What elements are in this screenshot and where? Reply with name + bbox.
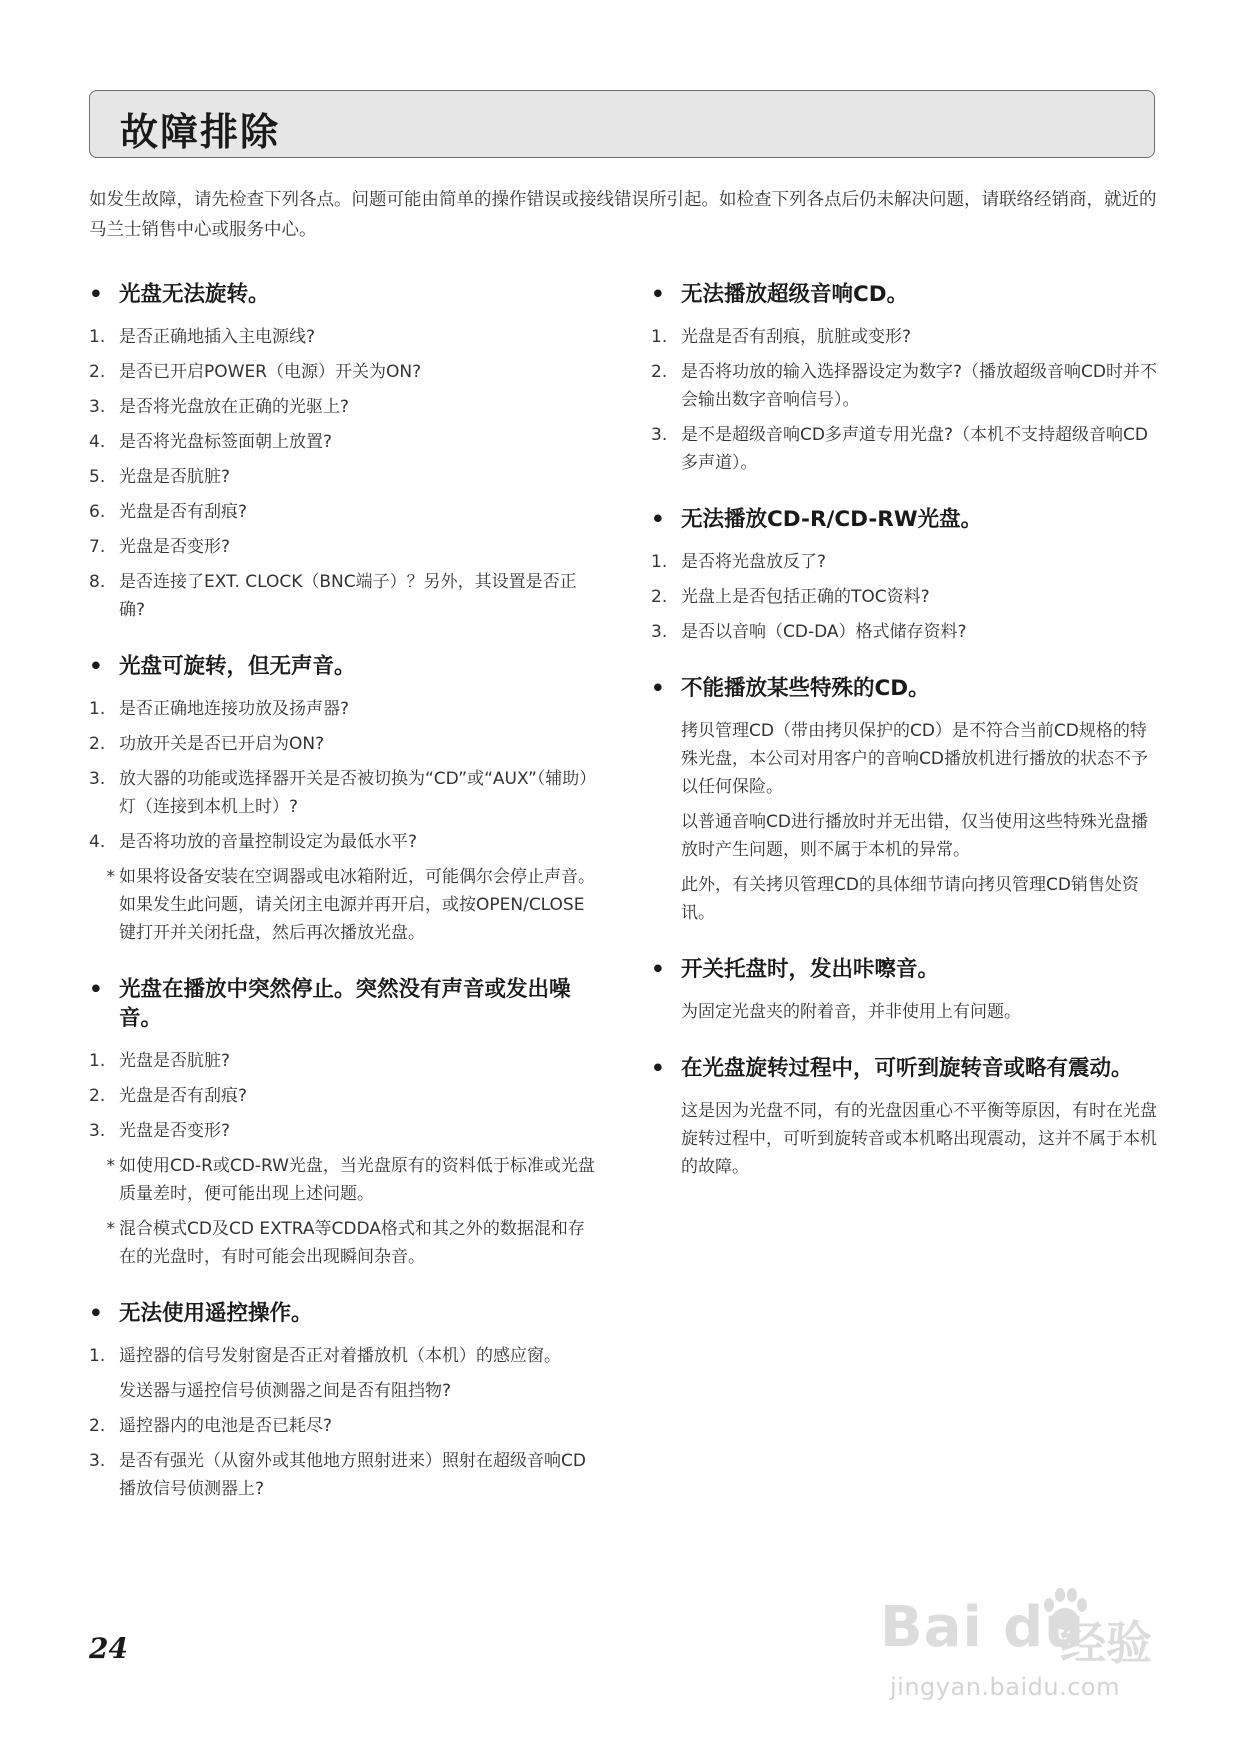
check-item-text: 遥控器内的电池是否已耗尽?: [119, 1416, 333, 1436]
check-item-text: 光盘是否有刮痕，肮脏或变形?: [681, 327, 912, 347]
section-heading: [89, 652, 599, 681]
check-item-number: 8.: [89, 572, 106, 592]
asterisk-icon: *: [106, 1156, 115, 1176]
explanation-paragraph: 这是因为光盘不同，有的光盘因重心不平衡等原因，有时在光盘旋转过程中，可听到旋转音或本机略出现震动，这并不属于本机的故障。: [681, 1101, 1157, 1177]
right-column: [651, 280, 1161, 1209]
section-heading-text: 不能播放某些特殊的CD。: [681, 676, 930, 701]
check-item-text: 功放开关是否已开启为ON?: [119, 734, 325, 754]
check-item: [89, 323, 599, 351]
bullet-icon: •: [651, 957, 665, 982]
check-item: [89, 765, 599, 821]
check-item-number: 3.: [89, 1121, 106, 1141]
check-item: [89, 358, 599, 386]
check-item: [89, 1082, 599, 1110]
check-item-text: 是否将功放的音量控制设定为最低水平?: [119, 832, 418, 852]
check-item-number: 3.: [89, 1451, 106, 1471]
check-item-text: 是否正确地连接功放及扬声器?: [119, 699, 350, 719]
troubleshoot-section: [89, 280, 599, 624]
troubleshoot-section: [651, 505, 1161, 646]
check-item-number: 2.: [89, 734, 106, 754]
check-item-text: 是否连接了EXT. CLOCK（BNC端子）？另外，其设置是否正确?: [119, 572, 577, 620]
check-item-number: 3.: [651, 622, 668, 642]
check-item-text: 光盘是否变形?: [119, 1121, 231, 1141]
watermark-logo: Bai du: [880, 1595, 1086, 1660]
check-item: [651, 358, 1161, 414]
check-item-text: 是否有强光（从窗外或其他地方照射进来）照射在超级音响CD播放信号侦测器上?: [119, 1451, 586, 1499]
baidu-watermark: [880, 1595, 1180, 1715]
explanation-paragraph: 以普通音响CD进行播放时并无出错，仅当使用这些特殊光盘播放时产生问题，则不属于本机的异常。: [681, 812, 1148, 860]
check-item-number: 2.: [651, 362, 668, 382]
section-heading-text: 无法播放超级音响CD。: [681, 282, 909, 307]
check-item: [89, 730, 599, 758]
check-item-text: 是不是超级音响CD多声道专用光盘?（本机不支持超级音响CD多声道）。: [681, 425, 1148, 473]
section-heading-text: 开关托盘时，发出咔嚓音。: [681, 957, 940, 982]
section-heading-text: 光盘可旋转，但无声音。: [119, 654, 356, 679]
check-item-text: 是否将光盘放在正确的光驱上?: [119, 397, 350, 417]
check-item: [89, 1412, 599, 1440]
troubleshoot-section: [651, 674, 1161, 927]
check-item: [89, 533, 599, 561]
bullet-icon: •: [89, 654, 103, 679]
page-number: 24: [89, 1632, 128, 1665]
check-item-number: 1.: [89, 1346, 106, 1366]
check-item-text: 光盘是否变形?: [119, 537, 231, 557]
check-item: [89, 568, 599, 624]
check-item-number: 1.: [89, 1051, 106, 1071]
note-item: [89, 1152, 599, 1208]
troubleshoot-section: [651, 955, 1161, 1026]
check-item-text: 是否将功放的输入选择器设定为数字?（播放超级音响CD时并不会输出数字音响信号）。: [681, 362, 1157, 410]
troubleshoot-section: [89, 1299, 599, 1503]
explanation-paragraph: 为固定光盘夹的附着音，并非使用上有问题。: [681, 1002, 1021, 1022]
check-item-text: 光盘是否肮脏?: [119, 467, 231, 487]
section-heading: [651, 955, 1161, 984]
check-item: [651, 421, 1161, 477]
check-item: [89, 1447, 599, 1503]
asterisk-icon: *: [106, 867, 115, 887]
check-item-text: 光盘是否肮脏?: [119, 1051, 231, 1071]
check-item: [651, 323, 1161, 351]
troubleshoot-section: [89, 652, 599, 947]
watermark-url: jingyan.baidu.com: [890, 1673, 1120, 1701]
check-item-number: 1.: [89, 699, 106, 719]
check-item-text: 是否已开启POWER（电源）开关为ON?: [119, 362, 422, 382]
note-text: 如果将设备安装在空调器或电冰箱附近，可能偶尔会停止声音。如果发生此问题，请关闭主电源并再开启，或按OPEN/CLOSE键打开并关闭托盘，然后再次播放光盘。: [119, 867, 595, 943]
bullet-icon: •: [89, 1301, 103, 1326]
check-item-number: 5.: [89, 467, 106, 487]
check-item-number: 3.: [89, 769, 106, 789]
check-item-text: 发送器与遥控信号侦测器之间是否有阻挡物?: [119, 1381, 452, 1401]
watermark-cn: 经验: [1060, 1616, 1152, 1670]
check-item: [651, 548, 1161, 576]
section-heading-text: 在光盘旋转过程中，可听到旋转音或略有震动。: [681, 1056, 1133, 1081]
check-item: [89, 1342, 599, 1370]
asterisk-icon: *: [106, 1219, 115, 1239]
check-item: [651, 618, 1161, 646]
check-item-number: 3.: [89, 397, 106, 417]
explanation-paragraph: 拷贝管理CD（带由拷贝保护的CD）是不符合当前CD规格的特殊光盘，本公司对用客户的音响CD播放机进行播放的状态不予以任何保险。: [681, 721, 1148, 797]
check-item: [89, 828, 599, 856]
section-heading-text: 无法使用遥控操作。: [119, 1301, 313, 1326]
check-item: [89, 428, 599, 456]
left-column: [89, 280, 599, 1531]
section-heading: [651, 1054, 1161, 1083]
troubleshoot-section: [651, 280, 1161, 477]
check-item-text: 光盘是否有刮痕?: [119, 1086, 248, 1106]
bullet-icon: •: [651, 1056, 665, 1081]
check-item-number: 1.: [651, 552, 668, 572]
section-heading: [89, 975, 599, 1033]
note-text: 混合模式CD及CD EXTRA等CDDA格式和其之外的数据混和存在的光盘时，有时可能会出现瞬间杂音。: [119, 1219, 585, 1267]
section-heading: [651, 674, 1161, 703]
check-item-text: 是否正确地插入主电源线?: [119, 327, 316, 347]
check-item-number: 7.: [89, 537, 106, 557]
check-item-number: 1.: [651, 327, 668, 347]
check-item-number: 1.: [89, 327, 106, 347]
section-heading-text: 光盘无法旋转。: [119, 282, 270, 307]
bullet-icon: •: [89, 977, 103, 1002]
note-item: [89, 863, 599, 947]
page-title: 故障排除: [120, 110, 281, 154]
explanation-paragraph: 此外，有关拷贝管理CD的具体细节请向拷贝管理CD销售处资讯。: [681, 875, 1139, 923]
check-item-text: 放大器的功能或选择器开关是否被切换为“CD”或“AUX”（辅助）灯（连接到本机上时）?: [119, 769, 597, 817]
bullet-icon: •: [651, 507, 665, 532]
troubleshoot-section: [651, 1054, 1161, 1181]
section-heading: [89, 1299, 599, 1328]
check-item-number: 2.: [89, 1416, 106, 1436]
note-item: [89, 1215, 599, 1271]
check-item: [89, 695, 599, 723]
check-item-number: 3.: [651, 425, 668, 445]
check-item-number: 4.: [89, 832, 106, 852]
title-box: [89, 90, 1155, 158]
note-text: 如使用CD-R或CD-RW光盘，当光盘原有的资料低于标准或光盘质量差时，便可能出现上述问题。: [119, 1156, 595, 1204]
check-item: [89, 1377, 599, 1405]
intro-paragraph: 如发生故障，请先检查下列各点。问题可能由简单的操作错误或接线错误所引起。如检查下列各点后仍未解决问题，请联络经销商，就近的马兰士销售中心或服务中心。: [89, 190, 1157, 240]
check-item-number: 2.: [89, 1086, 106, 1106]
check-item-text: 是否以音响（CD-DA）格式储存资料?: [681, 622, 967, 642]
check-item: [651, 583, 1161, 611]
section-heading-text: 光盘在播放中突然停止。突然没有声音或发出噪音。: [119, 977, 571, 1031]
check-item: [89, 1117, 599, 1145]
check-item: [89, 463, 599, 491]
check-item-text: 遥控器的信号发射窗是否正对着播放机（本机）的感应窗。: [119, 1346, 561, 1366]
section-heading: [651, 505, 1161, 534]
section-heading-text: 无法播放CD-R/CD-RW光盘。: [681, 507, 983, 532]
section-heading: [651, 280, 1161, 309]
check-item-number: 2.: [89, 362, 106, 382]
check-item: [89, 498, 599, 526]
check-item-text: 是否将光盘标签面朝上放置?: [119, 432, 333, 452]
check-item-number: 6.: [89, 502, 106, 522]
check-item: [89, 1047, 599, 1075]
check-item-number: 2.: [651, 587, 668, 607]
check-item: [89, 393, 599, 421]
section-heading: [89, 280, 599, 309]
troubleshoot-section: [89, 975, 599, 1271]
check-item-text: 光盘上是否包括正确的TOC资料?: [681, 587, 930, 607]
bullet-icon: •: [651, 676, 665, 701]
bullet-icon: •: [89, 282, 103, 307]
check-item-number: 4.: [89, 432, 106, 452]
bullet-icon: •: [651, 282, 665, 307]
check-item-text: 光盘是否有刮痕?: [119, 502, 248, 522]
check-item-text: 是否将光盘放反了?: [681, 552, 827, 572]
